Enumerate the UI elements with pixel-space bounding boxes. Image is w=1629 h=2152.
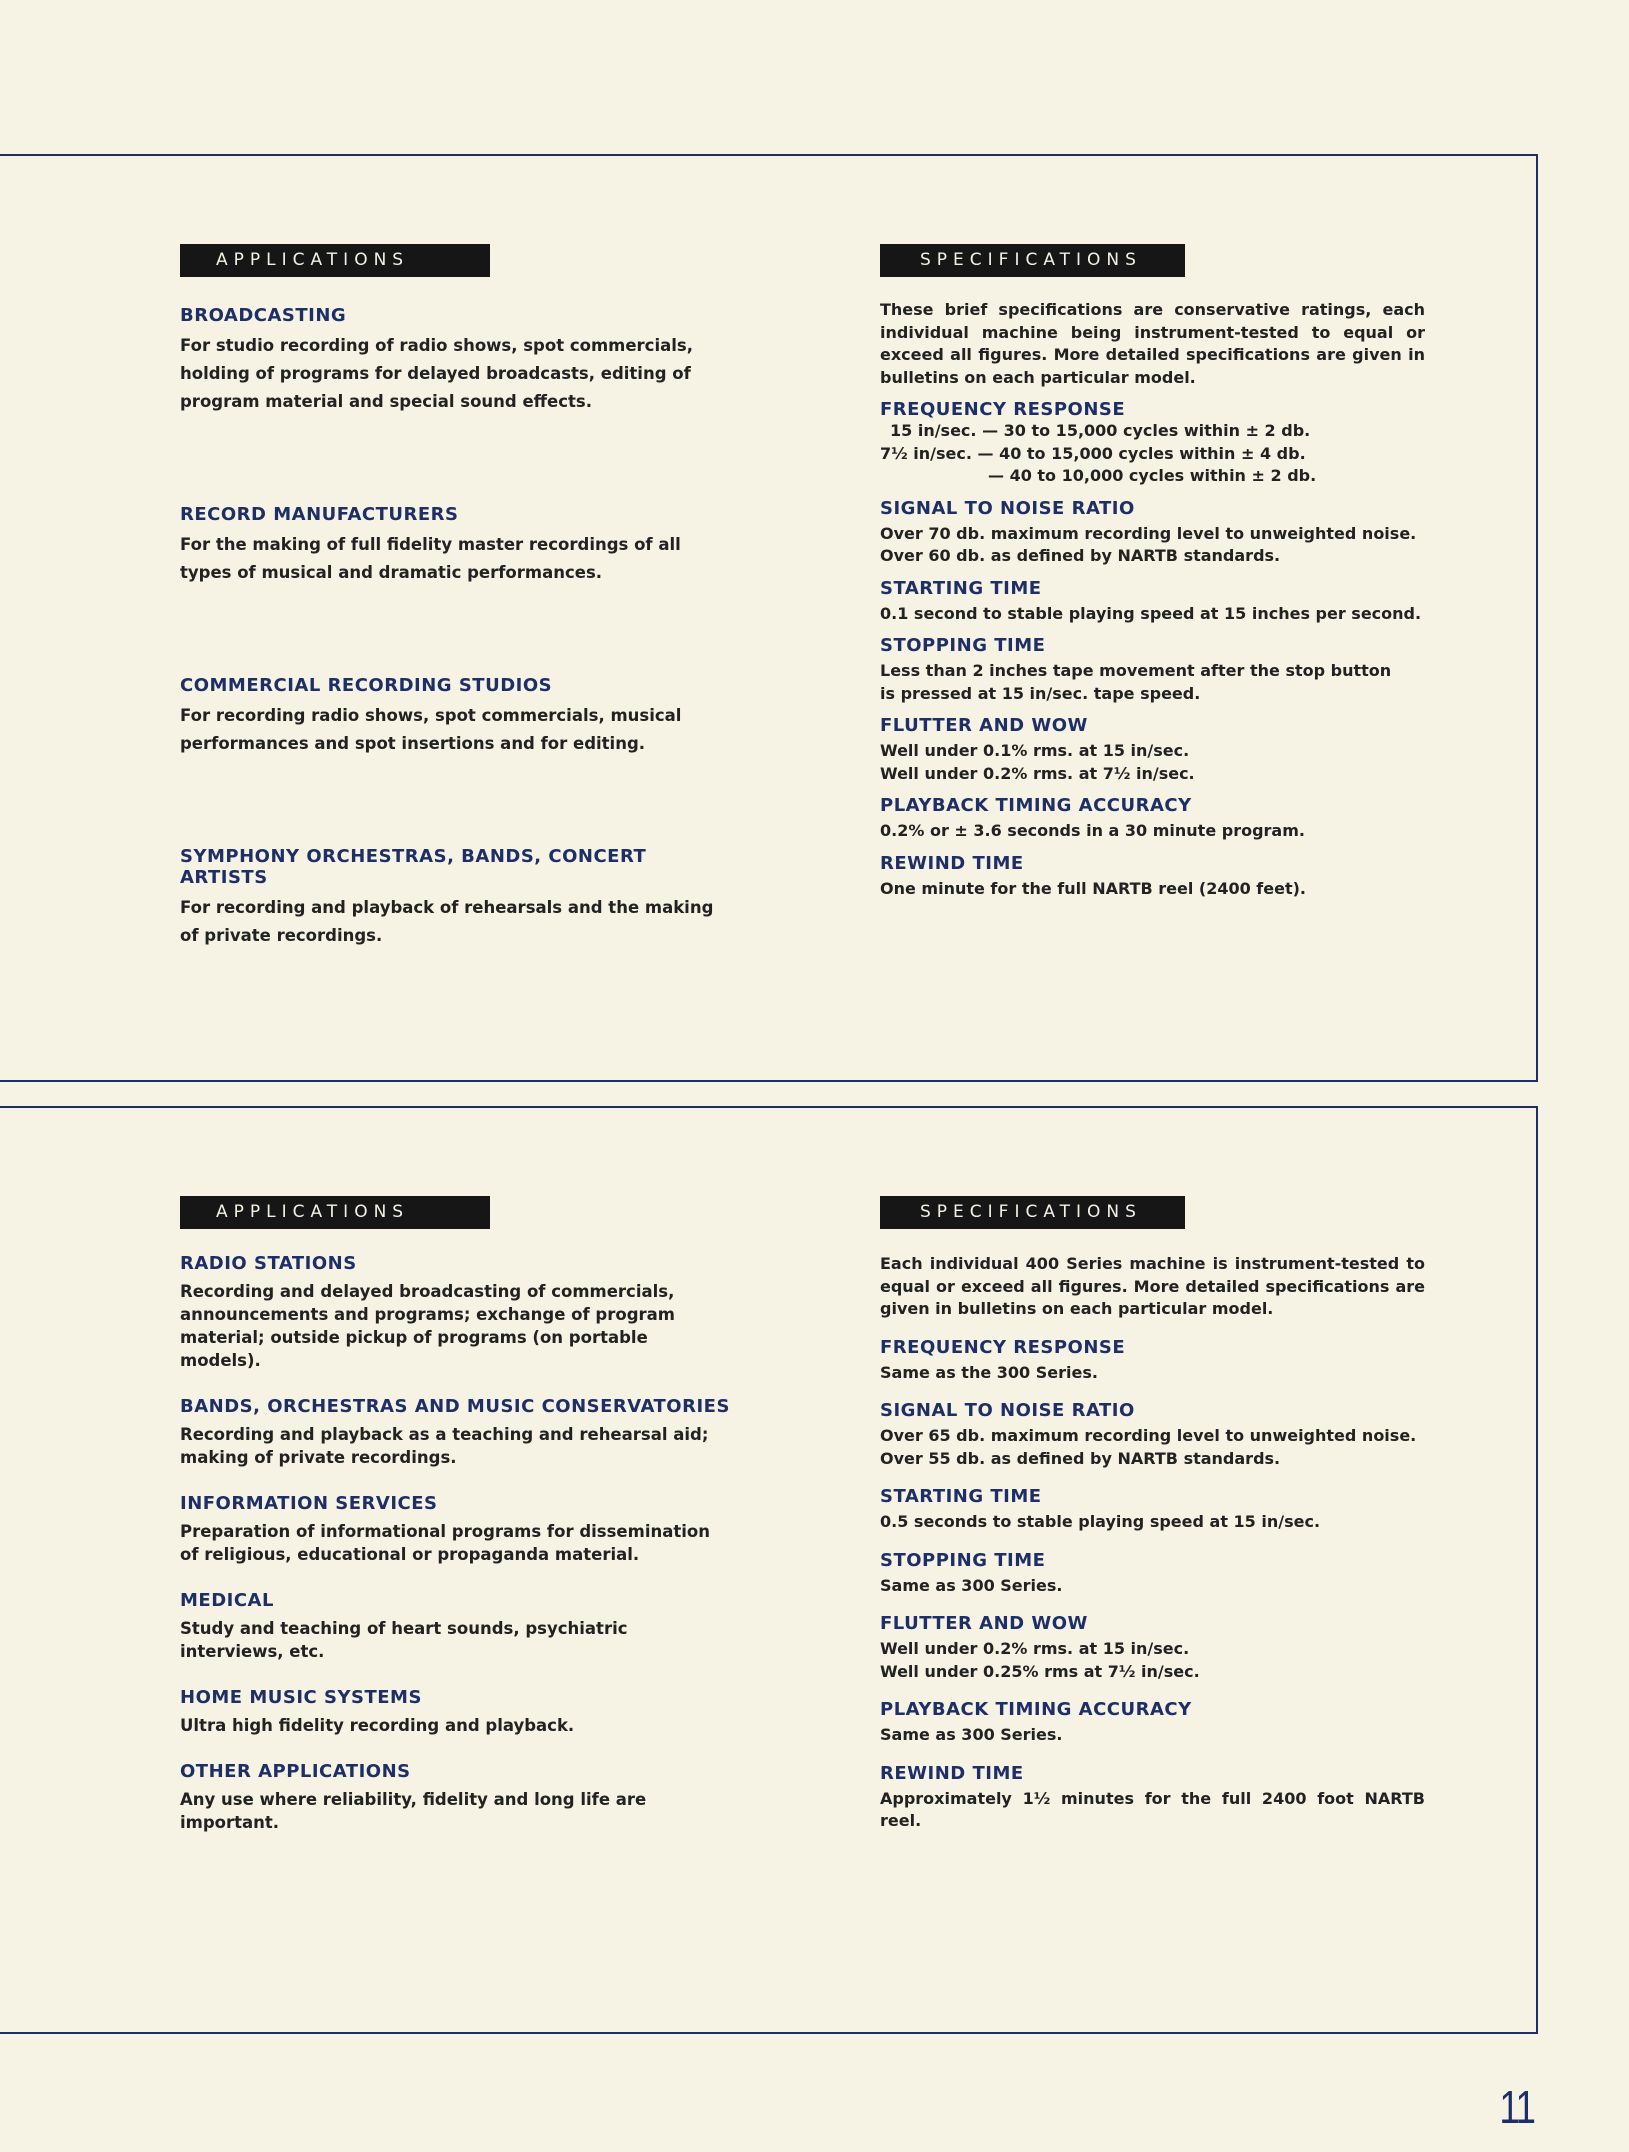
application-entry	[180, 1590, 730, 1663]
specifications-intro: These brief specifications are conservative ratings, each individual machine being instrument-tested to equal or exceed all figures. More detailed specifications are given in bulletins on each particular model.	[880, 300, 1425, 387]
spec-line: is pressed at 15 in/sec. tape speed.	[880, 683, 1201, 703]
application-title: BANDS, ORCHESTRAS AND MUSIC CONSERVATORIES	[180, 1396, 730, 1417]
spec-entry	[880, 1763, 1425, 1833]
spec-line: Same as 300 Series.	[880, 1575, 1063, 1595]
application-entry	[180, 1253, 730, 1372]
application-entry	[180, 846, 730, 950]
spec-title: STOPPING TIME	[880, 635, 1046, 656]
spec-line: 0.5 seconds to stable playing speed at 15 in/sec.	[880, 1512, 1321, 1531]
top-panel	[0, 154, 1538, 1082]
spec-line: Over 70 db. maximum recording level to unweighted noise.	[880, 523, 1417, 543]
spec-entry	[880, 795, 1425, 843]
spec-entry	[880, 1699, 1425, 1747]
spec-entry	[880, 1337, 1425, 1385]
application-text: Study and teaching of heart sounds, psychiatric interviews, etc.	[180, 1619, 628, 1661]
spec-entry	[880, 578, 1425, 626]
specifications-banner: SPECIFICATIONS	[880, 1196, 1185, 1229]
top-applications-column	[180, 244, 730, 950]
spec-entry	[880, 1400, 1425, 1470]
spec-line: 15 in/sec. — 30 to 15,000 cycles within ± 2 db.	[890, 421, 1311, 440]
application-title: RECORD MANUFACTURERS	[180, 504, 459, 525]
application-text: Any use where reliability, fidelity and long life are important.	[180, 1790, 647, 1832]
application-entry	[180, 305, 730, 416]
spec-line: Well under 0.2% rms. at 7½ in/sec.	[880, 763, 1195, 783]
top-specifications-column	[880, 244, 1425, 900]
spec-line: Approximately 1½ minutes for the full 2400 foot NARTB reel.	[880, 1788, 1425, 1830]
spec-line: Well under 0.2% rms. at 15 in/sec.	[880, 1639, 1190, 1658]
application-entry	[180, 1761, 730, 1834]
spec-line: Well under 0.1% rms. at 15 in/sec.	[880, 741, 1190, 760]
specifications-banner: SPECIFICATIONS	[880, 244, 1185, 277]
spec-title: SIGNAL TO NOISE RATIO	[880, 1400, 1135, 1421]
spec-title: REWIND TIME	[880, 1762, 1024, 1784]
applications-banner: APPLICATIONS	[180, 1196, 490, 1229]
application-text: For the making of full fidelity master recordings of all types of musical and dramatic performances.	[180, 535, 681, 582]
application-title: RADIO STATIONS	[180, 1253, 357, 1274]
spec-entry	[880, 1550, 1425, 1598]
spec-line: Well under 0.25% rms at 7½ in/sec.	[880, 1661, 1200, 1681]
spec-line: 0.2% or ± 3.6 seconds in a 30 minute program.	[880, 821, 1305, 840]
application-title: INFORMATION SERVICES	[180, 1493, 438, 1514]
spec-title: FREQUENCY RESPONSE	[880, 1336, 1126, 1358]
spec-line: One minute for the full NARTB reel (2400 feet).	[880, 878, 1307, 898]
spec-line: Over 55 db. as defined by NARTB standards.	[880, 1448, 1281, 1468]
spec-title: STOPPING TIME	[880, 1549, 1046, 1571]
application-text: For studio recording of radio shows, spot commercials, holding of programs for delayed broadcasts, editing of program material and special sound effects.	[180, 336, 693, 411]
spec-entry	[880, 1486, 1425, 1534]
application-title: MEDICAL	[180, 1590, 274, 1611]
application-text: For recording and playback of rehearsals and the making of private recordings.	[180, 898, 714, 945]
application-entry	[180, 1493, 730, 1566]
spec-line: Less than 2 inches tape movement after the stop button	[880, 661, 1392, 680]
spec-line: Same as 300 Series.	[880, 1725, 1063, 1744]
applications-banner: APPLICATIONS	[180, 244, 490, 277]
application-text: Preparation of informational programs for dissemination of religious, educational or propaganda material.	[180, 1522, 710, 1564]
spec-title: STARTING TIME	[880, 577, 1042, 599]
application-title: HOME MUSIC SYSTEMS	[180, 1687, 422, 1708]
application-text: Recording and delayed broadcasting of commercials, announcements and programs; exchange of program material; outside pickup of programs (on portable models).	[180, 1282, 675, 1370]
spec-entry	[880, 853, 1425, 901]
spec-line: Same as the 300 Series.	[880, 1362, 1098, 1382]
spec-title: PLAYBACK TIMING ACCURACY	[880, 1699, 1192, 1720]
spec-line: 7½ in/sec. — 40 to 15,000 cycles within ± 4 db.	[880, 443, 1306, 463]
spec-title: SIGNAL TO NOISE RATIO	[880, 497, 1135, 519]
application-title: COMMERCIAL RECORDING STUDIOS	[180, 675, 553, 696]
bottom-specifications-column	[880, 1196, 1425, 1833]
spec-title: PLAYBACK TIMING ACCURACY	[880, 795, 1192, 816]
spec-entry	[880, 635, 1425, 705]
spec-entry	[880, 399, 1425, 488]
spec-title: REWIND TIME	[880, 852, 1024, 874]
spec-title: FREQUENCY RESPONSE	[880, 399, 1126, 420]
application-text: For recording radio shows, spot commercials, musical performances and spot insertions and for editing.	[180, 706, 682, 753]
spec-title: FLUTTER AND WOW	[880, 1613, 1088, 1634]
application-title: SYMPHONY ORCHESTRAS, BANDS, CONCERT ARTISTS	[180, 846, 647, 888]
specifications-intro: Each individual 400 Series machine is instrument-tested to equal or exceed all figures. More detailed specifications are given in bulletins on each particular model.	[880, 1254, 1425, 1318]
bottom-panel	[0, 1106, 1538, 2034]
application-entry	[180, 1396, 730, 1469]
application-text: Recording and playback as a teaching and rehearsal aid; making of private recordings.	[180, 1425, 709, 1467]
page-number: 11	[1499, 2081, 1535, 2133]
spec-entry	[880, 1613, 1425, 1683]
spec-line: — 40 to 10,000 cycles within ± 2 db.	[988, 466, 1317, 485]
application-entry	[180, 504, 730, 587]
application-entry	[180, 675, 730, 758]
spec-line: Over 65 db. maximum recording level to unweighted noise.	[880, 1426, 1417, 1445]
application-text: Ultra high fidelity recording and playback.	[180, 1716, 575, 1735]
application-title: BROADCASTING	[180, 305, 347, 326]
spec-line: Over 60 db. as defined by NARTB standards.	[880, 546, 1281, 565]
spec-entry	[880, 498, 1425, 568]
spec-line: 0.1 second to stable playing speed at 15 inches per second.	[880, 603, 1422, 623]
spec-title: STARTING TIME	[880, 1486, 1042, 1507]
spec-title: FLUTTER AND WOW	[880, 715, 1088, 736]
application-entry	[180, 1687, 730, 1737]
spec-entry	[880, 715, 1425, 785]
application-title: OTHER APPLICATIONS	[180, 1761, 411, 1782]
bottom-applications-column	[180, 1196, 730, 1834]
